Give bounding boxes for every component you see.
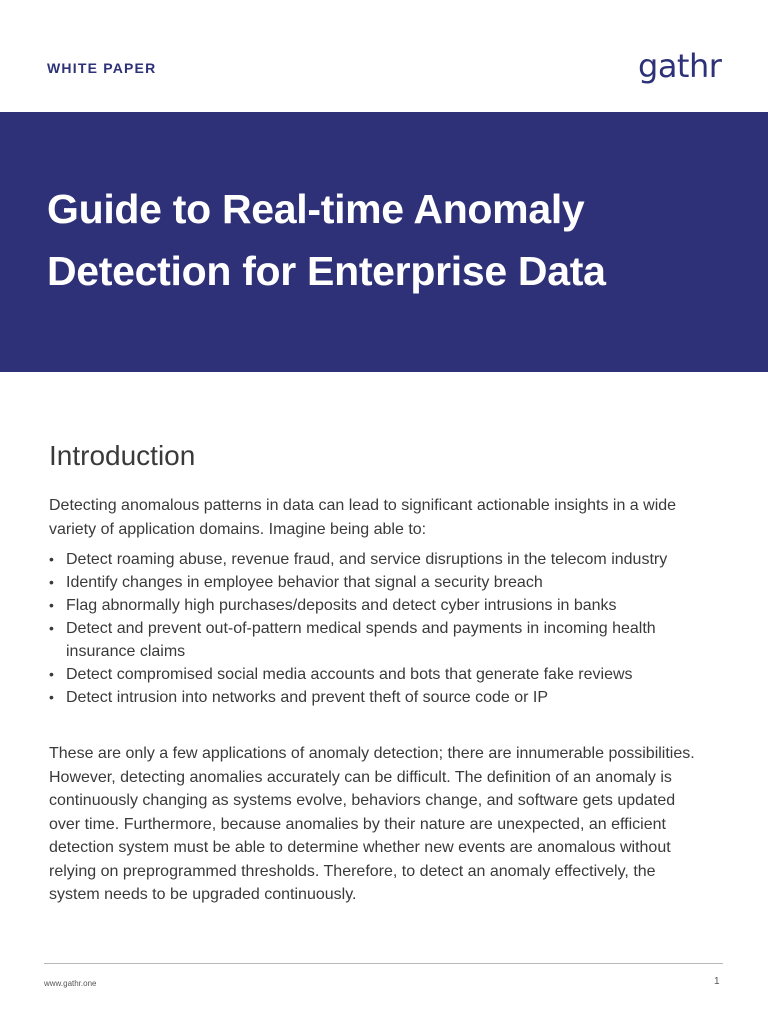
bullet-item: • Identify changes in employee behavior that signal a security breach [49, 571, 709, 594]
bullet-item: • Flag abnormally high purchases/deposits and detect cyber intrusions in banks [49, 594, 709, 617]
page-number: 1 [714, 976, 720, 987]
bullet-item: • Detect roaming abuse, revenue fraud, and service disruptions in the telecom industry [49, 548, 709, 571]
footer-website-link[interactable]: www.gathr.one [44, 979, 97, 988]
application-bullet-list [49, 548, 709, 709]
footer-divider [44, 963, 723, 964]
bullet-item: • Detect compromised social media accounts and bots that generate fake reviews [49, 663, 709, 686]
document-type-label: WHITE PAPER [47, 60, 157, 76]
bullet-item: • Detect intrusion into networks and prevent theft of source code or IP [49, 686, 709, 709]
introduction-section [49, 436, 709, 907]
body-paragraph: These are only a few applications of anomaly detection; there are innumerable possibilities. However, detecting anomalies accurately can be difficult. The definition of an anomaly is continuously changing as systems evolve, behaviors change, and software gets updated over time. Furthermore, because anomalies by their nature are unexpected, an efficient detection system must be able to determine whether new events are anomalous without relying on preprogrammed thresholds. Therefore, to detect an anomaly effectively, the system needs to be upgraded continuously. [49, 745, 695, 903]
section-heading-introduction: Introduction [49, 440, 196, 471]
bullet-item: • Detect and prevent out-of-pattern medical spends and payments in incoming health insurance claims [49, 617, 709, 663]
intro-paragraph: Detecting anomalous patterns in data can lead to significant actionable insights in a wide variety of application domains. Imagine being able to: [49, 497, 677, 538]
top-header [0, 0, 768, 112]
gathr-logo: gathr [638, 47, 722, 85]
document-title: Guide to Real-time Anomaly Detection for Enterprise Data [47, 186, 606, 294]
